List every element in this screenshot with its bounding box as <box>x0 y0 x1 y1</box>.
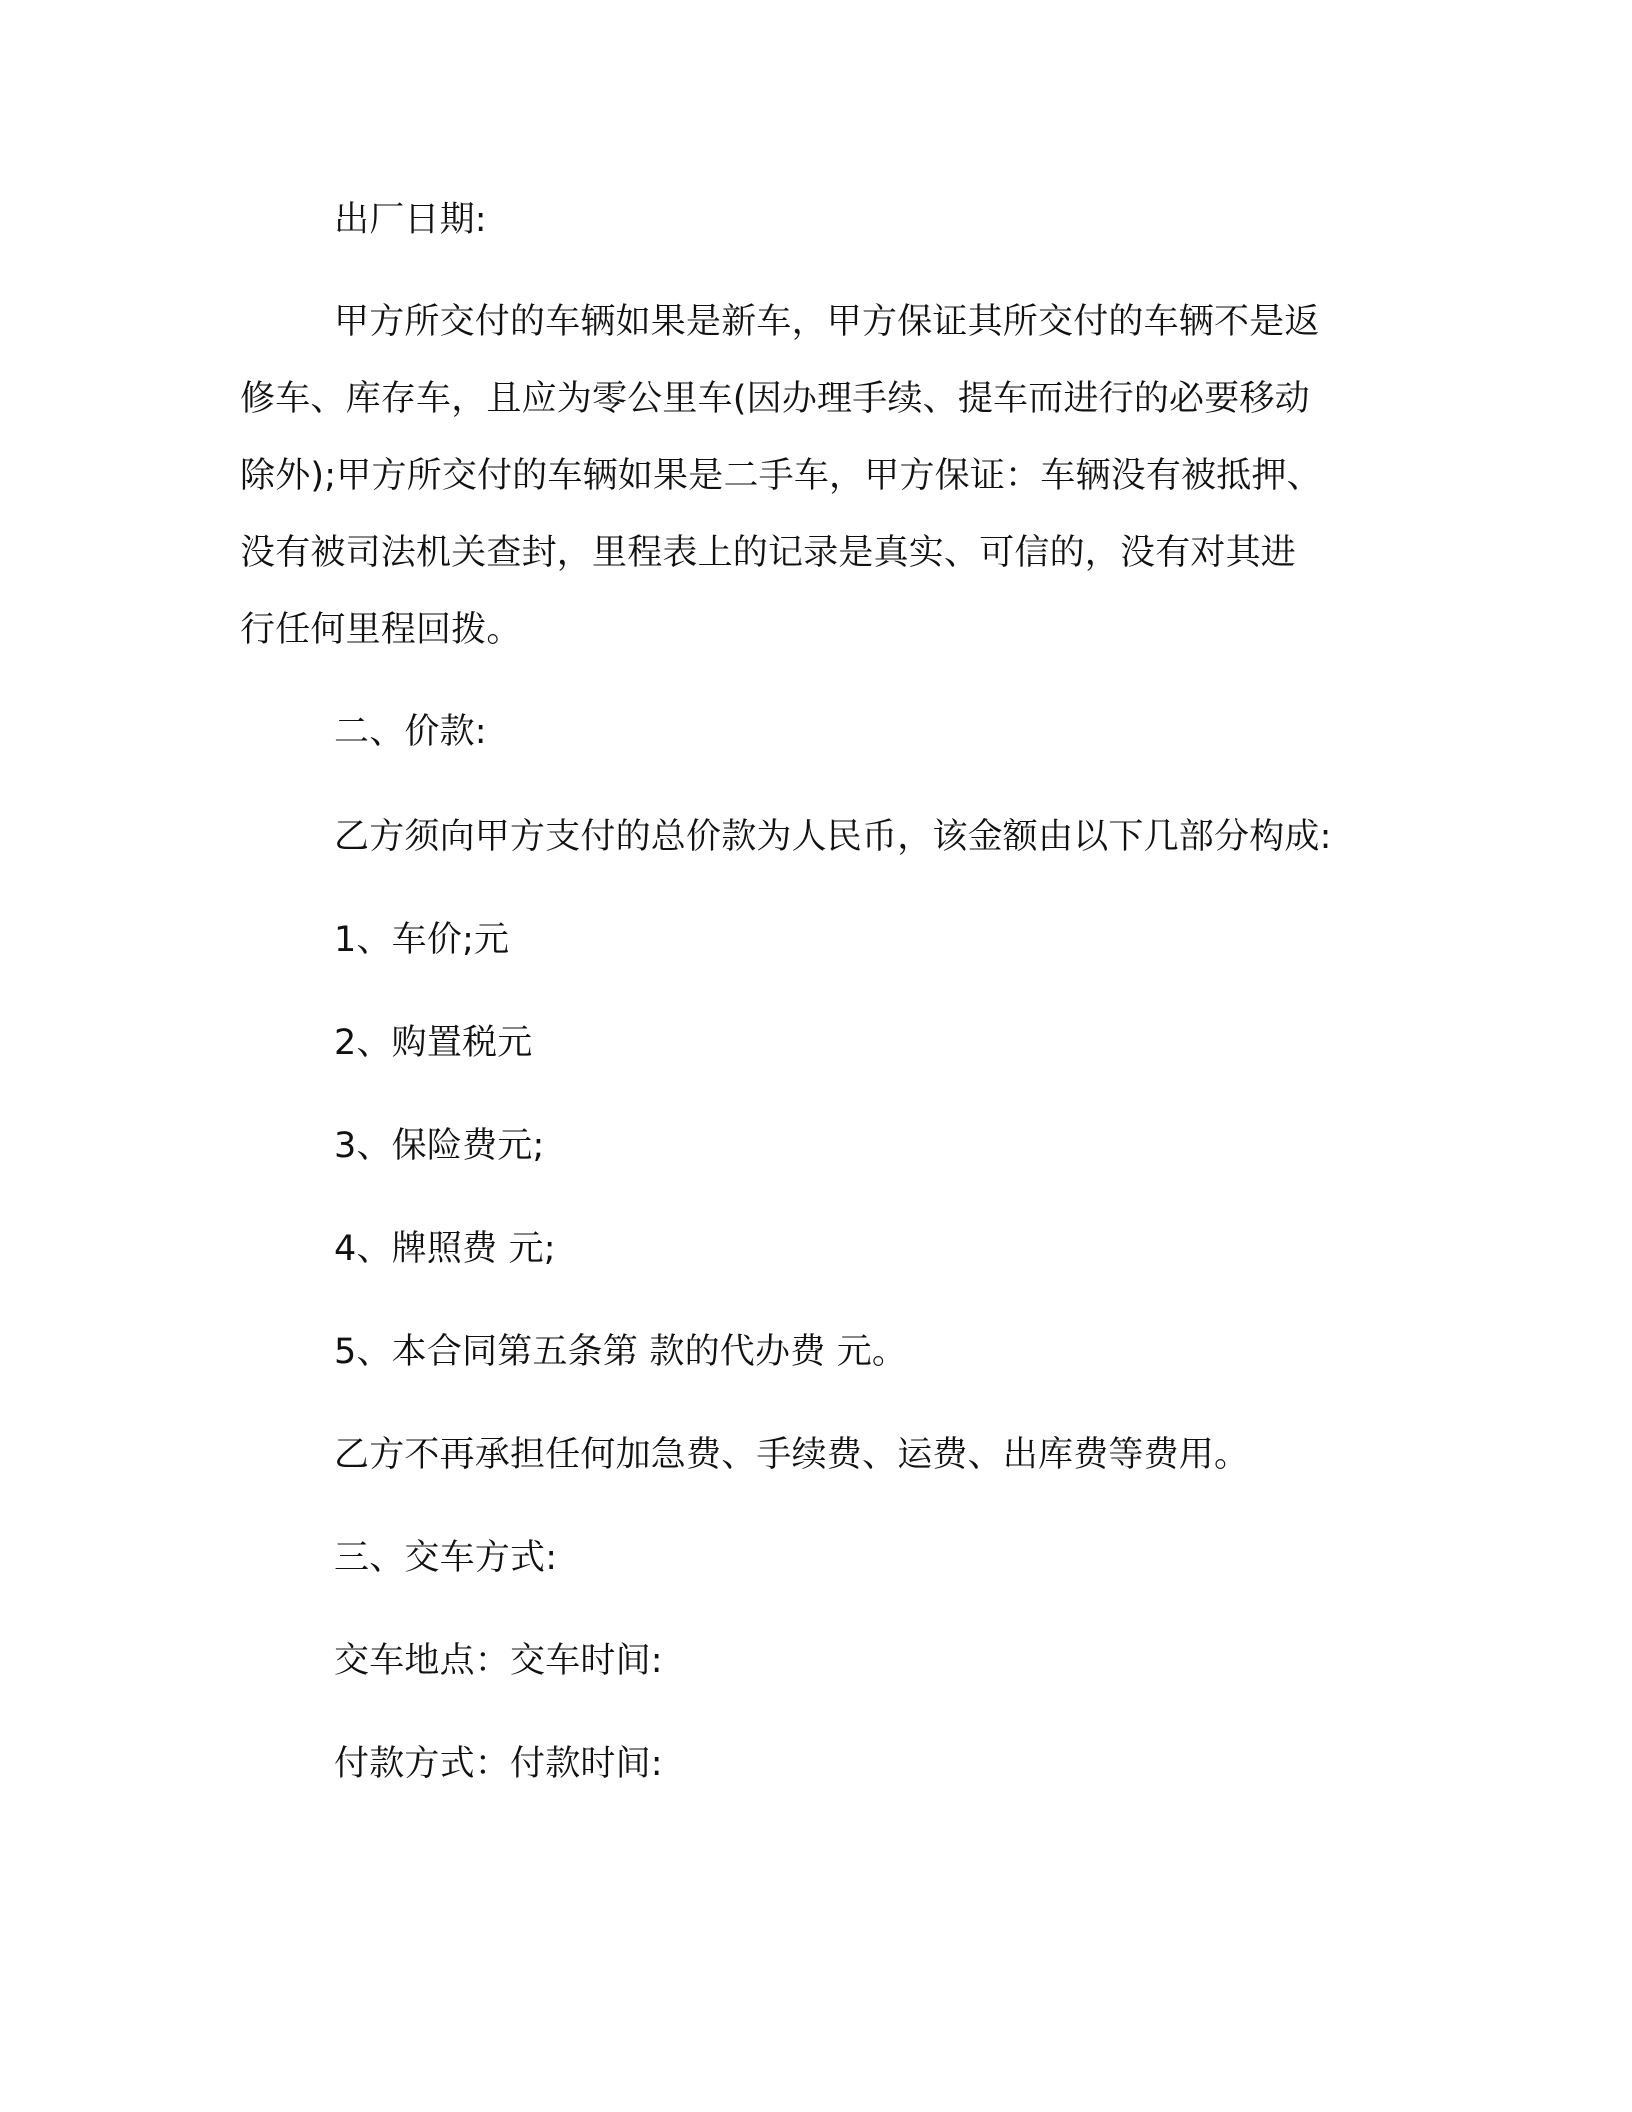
paragraph-line: 行任何里程回拨。 <box>240 610 522 650</box>
list-item: 4、牌照费 元; <box>334 1229 556 1269</box>
price-intro: 乙方须向甲方支付的总价款为人民币，该金额由以下几部分构成: <box>334 817 1332 857</box>
production-date-label: 出厂日期: <box>334 200 487 240</box>
list-item: 5、本合同第五条第 款的代办费 元。 <box>334 1332 908 1372</box>
section-two-heading: 二、价款: <box>334 712 487 752</box>
delivery-line: 交车地点：交车时间: <box>334 1641 663 1681</box>
no-extra-fees-text: 乙方不再承担任何加急费、手续费、运费、出库费等费用。 <box>334 1435 1250 1475</box>
paragraph-line: 没有被司法机关查封，里程表上的记录是真实、可信的，没有对其进 <box>240 533 1297 573</box>
list-item: 1、车价;元 <box>334 920 510 960</box>
paragraph-line: 除外);甲方所交付的车辆如果是二手车，甲方保证：车辆没有被抵押、 <box>240 456 1322 496</box>
paragraph-line: 修车、库存车，且应为零公里车(因办理手续、提车而进行的必要移动 <box>240 379 1310 419</box>
payment-line: 付款方式：付款时间: <box>334 1744 663 1784</box>
section-three-heading: 三、交车方式: <box>334 1538 558 1578</box>
list-item: 3、保险费元; <box>334 1126 545 1166</box>
paragraph-line: 甲方所交付的车辆如果是新车，甲方保证其所交付的车辆不是返 <box>334 302 1320 342</box>
list-item: 2、购置税元 <box>334 1023 533 1063</box>
